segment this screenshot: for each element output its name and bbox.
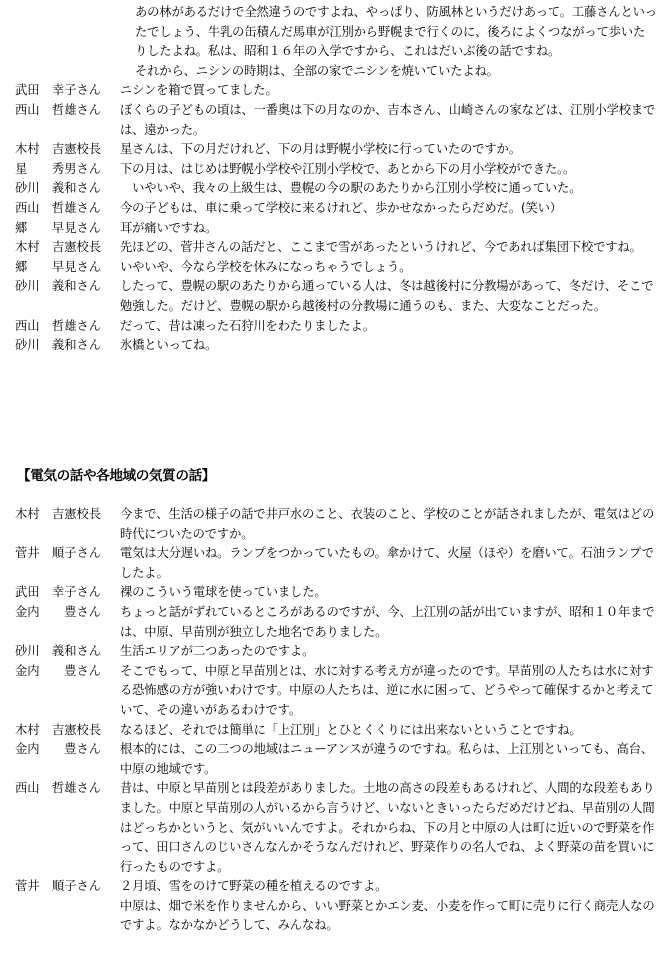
speech-text: ぼくらの子どもの頃は、一番奥は下の月なのか、吉本さん、山崎さんの家などは、江別小学校までは、遠かった。: [120, 102, 656, 137]
speech-text: ニシンを箱で買ってました。: [120, 83, 278, 98]
speaker-name: 郷 早見さん: [15, 220, 102, 235]
speech-text: ちょっと話がずれているところがあるのですが、今、上江別の話が出ていますが、昭和１０年までは、中原、早苗別が独立した地名でありました。: [120, 604, 655, 639]
dialogue-row: [0, 897, 667, 936]
speaker-name: 西山 哲雄さん: [15, 781, 102, 796]
speech-text: 下の月は、はじめは野幌小学校や江別小学校で、あとから下の月小学校ができた。。: [120, 161, 576, 176]
dialogue-list-2: [0, 505, 667, 936]
dialogue-row: [0, 258, 667, 278]
speaker-name: 砂川 義和さん: [15, 181, 102, 196]
speech-text: 先ほどの、菅井さんの話だと、ここまで雪があったというけれど、今であれば集団下校ですね。: [120, 240, 642, 255]
speaker-name: 砂川 義和さん: [15, 644, 102, 659]
speaker-name: 砂川 義和さん: [15, 279, 102, 294]
dialogue-row: [0, 238, 667, 258]
dialogue-list-1: [0, 81, 667, 355]
dialogue-row: [0, 277, 667, 316]
dialogue-row: [0, 583, 667, 603]
speaker-name: 金内 豊さん: [15, 663, 102, 678]
speaker-name: 木村 吉憲校長: [15, 507, 102, 521]
speech-text: 星さんは、下の月だけれど、下の月は野幌小学校に行っていたのですか。: [120, 142, 521, 157]
speech-text: いやいや、我々の上級生は、豊幌の今の駅のあたりから江別小学校に通っていた。: [120, 181, 582, 196]
dialogue-row: [0, 779, 667, 877]
speaker-name: 木村 吉憲校長: [15, 240, 102, 255]
speaker-name: 星 秀男さん: [15, 161, 102, 176]
speech-text: 今の子どもは、車に乗って学校に来るけれど、歩かせなかったらだめだ。(笑い）: [120, 200, 562, 215]
speaker-name: 金内 豊さん: [15, 742, 102, 757]
speech-text: 今まで、生活の様子の話で井戸水のこと、衣装のこと、学校のことが話されましたが、電気はどの時代についたのですか。: [120, 507, 655, 541]
dialogue-row: [0, 336, 667, 356]
speech-text: 裸のこういう電球を使っていました。: [120, 585, 327, 600]
speech-text: いやいや、今なら学校を休みになっちゃうでしょう。: [120, 259, 412, 274]
speech-text: 耳が痛いですね。: [120, 220, 218, 235]
section-conversation-1: [0, 3, 667, 356]
dialogue-row: [0, 219, 667, 239]
dialogue-row: [0, 877, 667, 897]
speech-text: 昔は、中原と早苗別とは段差がありました。土地の高さの段差もあるけれど、人間的な段差もありました。中原と早苗別の人がいるから言うけど、いないときいったらだめだけどね、早苗別の人間はどっちかというと、気がいいんですよ。それからね、下の月と中原の人は町に近いので野菜を作って、田口さんのじいさんなんかそうなんだけれど、野菜作りの名人でね、よく野菜の苗を買いに行ったものですよ。: [120, 781, 655, 874]
speech-text: ２月頃、雪をのけて野菜の種を植えるのですよ。: [120, 879, 388, 894]
dialogue-row: [0, 317, 667, 337]
speaker-name: 金内 豊さん: [15, 604, 102, 619]
section-heading: 【電気の話や各地域の気質の話】: [17, 468, 215, 484]
speaker-name: 武田 幸子さん: [15, 83, 102, 98]
lead-paragraph: あの林があるだけで全然違うのですよね、やっぱり、防風林というだけあって。工藤さんといったでしょう、牛乳の缶積んだ馬車が江別から野幌まで行くのに、後ろによくつながって歩いたりしたよね。私は、昭和１６年の入学ですから、これはだいぶ後の話ですね。: [135, 5, 657, 59]
dialogue-row: [0, 101, 667, 140]
lead-paragraph-2: それから、ニシンの時期は、全部の家でニシンを焼いていたよね。: [135, 63, 499, 78]
speech-text: だって、昔は凍った石狩川をわたりましたよ。: [120, 318, 375, 333]
speaker-name: 木村 吉憲校長: [15, 722, 102, 737]
speech-text: 根本的には、この二つの地域はニューアンスが違うのですね。私らは、上江別といっても、高台、中原の地域です。: [120, 742, 653, 776]
dialogue-row: [0, 642, 667, 662]
section-conversation-2: [0, 505, 667, 936]
dialogue-row: [0, 140, 667, 160]
speech-text: 氷橋といってね。: [120, 338, 218, 353]
speech-text: なるほど、それでは簡単に「上江別」とひとくくりには出来ないということですね。: [120, 722, 582, 737]
dialogue-row: [0, 603, 667, 642]
speech-text: 電気は大分遅いね。ランプをつかっていたもの。傘かけて、火屋（ほや）を磨いて。石油ランプでしたよ。: [120, 546, 654, 580]
dialogue-row: [0, 740, 667, 779]
dialogue-row: [0, 505, 667, 544]
speaker-name: 木村 吉憲校長: [15, 142, 102, 157]
speaker-name: 菅井 順子さん: [15, 879, 102, 894]
speaker-name: 西山 哲雄さん: [15, 102, 102, 117]
speaker-name: 西山 哲雄さん: [15, 318, 102, 333]
speaker-name: 郷 早見さん: [15, 259, 102, 274]
dialogue-row: [0, 160, 667, 180]
dialogue-row: [0, 544, 667, 583]
speech-text: 生活エリアが二つあったのですよ。: [120, 644, 315, 659]
speaker-name: 砂川 義和さん: [15, 338, 102, 353]
speech-text: したって、豊幌の駅のあたりから通っている人は、冬は越後村に分教場があって、冬だけ、そこで勉強した。だけど、豊幌の駅から越後村の分教場に通うのも、また、大変なことだった。: [120, 279, 654, 313]
speaker-name: 菅井 順子さん: [15, 546, 102, 561]
dialogue-row: [0, 199, 667, 219]
speech-text: 中原は、畑で米を作りませんから、いい野菜とかエン麦、小麦を作って町に売りに行く商売人なのですよ。なかなかどうして、みんなね。: [120, 898, 655, 933]
speaker-name: 武田 幸子さん: [15, 585, 102, 600]
dialogue-row: [0, 179, 667, 199]
dialogue-row: [0, 81, 667, 101]
speech-text: そこでもって、中原と早苗別とは、水に対する考え方が違ったのです。早苗別の人たちは水に対する恐怖感の方が強いわけです。中原の人たちは、逆に水に困って、どうやって確保するかと考えていて、その違いがあるわけです。: [120, 663, 654, 717]
dialogue-row: [0, 721, 667, 741]
speaker-name: 西山 哲雄さん: [15, 200, 102, 215]
dialogue-row: [0, 662, 667, 721]
